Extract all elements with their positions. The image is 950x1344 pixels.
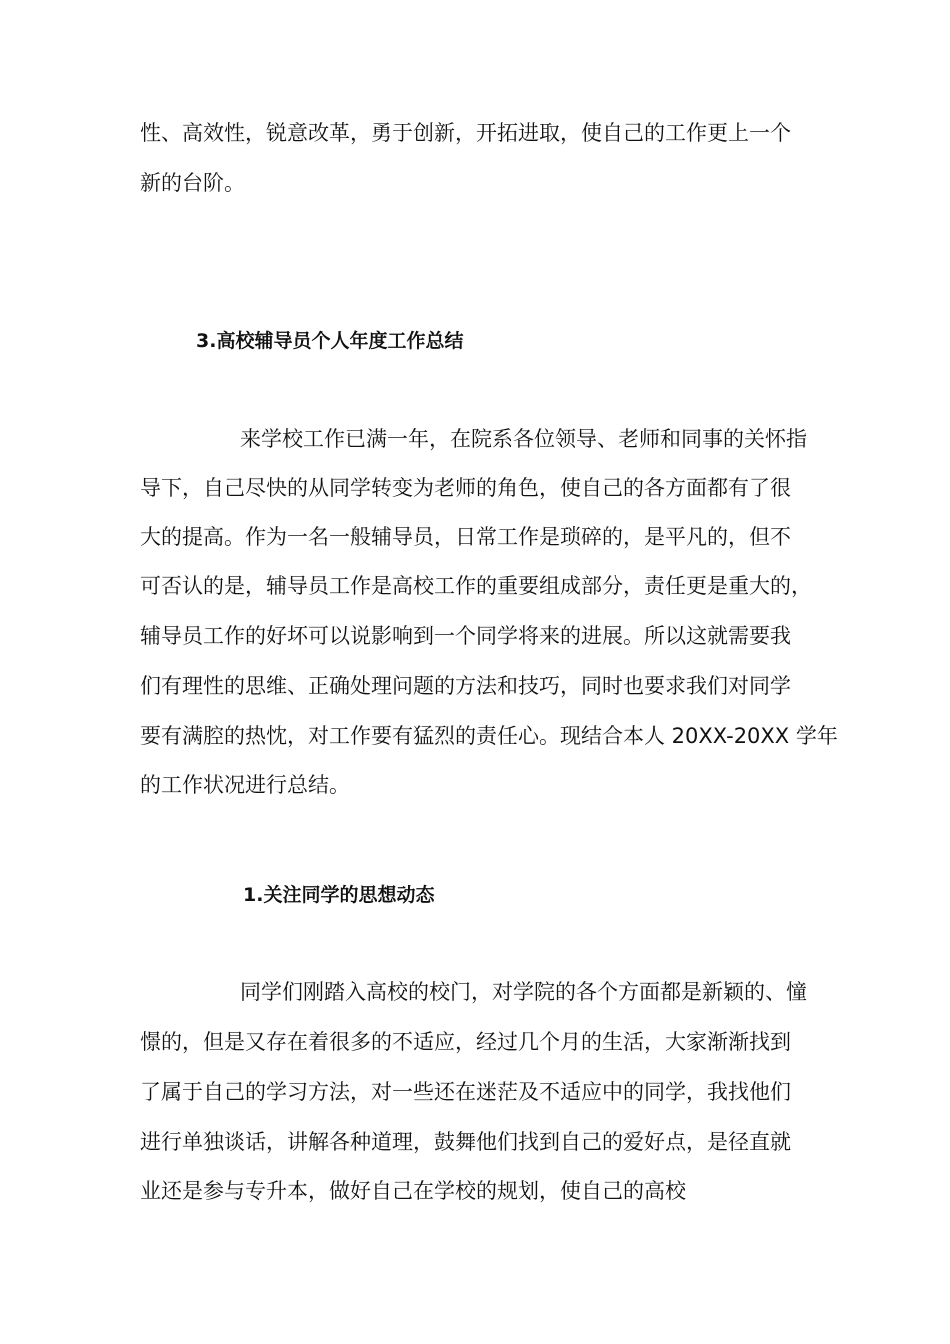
paragraph-line: 辅导员工作的好坏可以说影响到一个同学将来的进展。所以这就需要我 [140,624,791,648]
paragraph-line: 可否认的是，辅导员工作是高校工作的重要组成部分，责任更是重大的， [140,574,812,598]
paragraph-line: 们有理性的思维、正确处理问题的方法和技巧，同时也要求我们对同学 [140,674,791,698]
paragraph-line: 憬的，但是又存在着很多的不适应，经过几个月的生活，大家渐渐找到 [140,1030,791,1054]
paragraph-line: 进行单独谈话，讲解各种道理，鼓舞他们找到自己的爱好点，是径直就 [140,1130,791,1154]
paragraph-line: 来学校工作已满一年，在院系各位领导、老师和同事的关怀指 [240,427,807,451]
paragraph-line: 导下，自己尽快的从同学转变为老师的角色，使自己的各方面都有了很 [140,476,791,500]
paragraph-line: 了属于自己的学习方法，对一些还在迷茫及不适应中的同学，我找他们 [140,1080,791,1104]
paragraph-line: 性、高效性，锐意改革，勇于创新，开拓进取，使自己的工作更上一个 [140,121,791,145]
section-heading: 3.高校辅导员个人年度工作总结 [196,330,464,352]
paragraph-line: 新的台阶。 [140,171,245,195]
paragraph-line: 大的提高。作为一名一般辅导员，日常工作是琐碎的，是平凡的，但不 [140,525,791,549]
paragraph-line: 业还是参与专升本，做好自己在学校的规划，使自己的高校 [140,1179,686,1203]
paragraph-line: 的工作状况进行总结。 [140,773,350,797]
subsection-heading: 1.关注同学的思想动态 [243,884,435,906]
paragraph-line: 要有满腔的热忱，对工作要有猛烈的责任心。现结合本人 20XX-20XX 学年 [140,724,838,748]
paragraph-line: 同学们刚踏入高校的校门，对学院的各个方面都是新颖的、憧 [240,980,807,1004]
